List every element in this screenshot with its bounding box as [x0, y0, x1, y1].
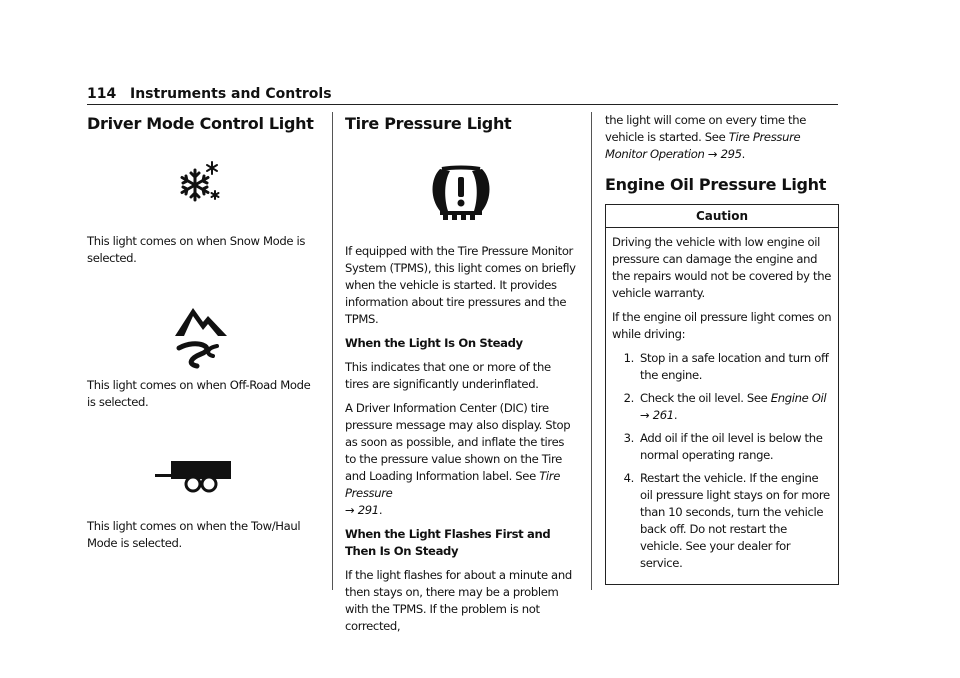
caution-step: 4. Restart the vehicle. If the engine oil pressure light stays on for more than 10 seconds, turn the vehicle back off. Do not restart the vehicle. See your dealer for service.: [623, 471, 830, 570]
steady-subheading: When the Light Is On Steady: [345, 336, 523, 350]
caution-paragraph: Driving the vehicle with low engine oil pressure can damage the engine and the repairs would not be covered by the vehicle warranty.: [612, 235, 832, 300]
off-road-mode-text: This light comes on when Off-Road Mode is selected.: [87, 378, 311, 409]
page-reference-icon: →: [707, 147, 718, 161]
flash-text: If the light flashes for about a minute and then stays on, there may be a problem with the TPMS. If the problem is not corrected,: [345, 568, 572, 633]
dic-text: A Driver Information Center (DIC) tire pressure message may also display. Stop as soon as possible, and inflate the tires to the pressure value shown on the Tire and Loading Information label. See Tire Pressure → 291.: [345, 401, 571, 517]
caution-step: 3. Add oil if the oil level is below the normal operating range.: [623, 431, 823, 462]
page-ref-291[interactable]: 291: [357, 503, 379, 517]
caution-step: 1. Stop in a safe location and turn off the engine.: [623, 351, 829, 382]
page-reference-icon: →: [345, 503, 355, 517]
section-title: Instruments and Controls: [130, 86, 332, 102]
caution-box: [605, 204, 839, 585]
page-number: 114: [87, 86, 117, 102]
engine-oil-heading: Engine Oil Pressure Light: [605, 175, 827, 194]
off-road-mountain-icon: [87, 274, 319, 369]
continued-text: the light will come on every time the vehicle is started. See Tire Pressure Monitor Operation → 295.: [605, 113, 807, 161]
caution-step: 2. Check the oil level. See Engine Oil → 261.: [623, 391, 827, 422]
tpms-operation-link[interactable]: Tire Pressure Monitor Operation: [605, 130, 801, 161]
tpms-intro-text: If equipped with the Tire Pressure Monitor System (TPMS), this light comes on briefly when the vehicle is started. It provides information about tire pressures and the TPMS.: [345, 244, 576, 326]
column-divider: [591, 112, 592, 590]
tire-pressure-heading: Tire Pressure Light: [345, 114, 512, 133]
steady-text: This indicates that one or more of the tires are significantly underinflated.: [345, 360, 551, 391]
driver-mode-heading: Driver Mode Control Light: [87, 114, 314, 133]
column-engine-oil: [605, 108, 839, 585]
page-header: [87, 84, 838, 105]
flash-subheading: When the Light Flashes First and Then Is On Steady: [345, 527, 551, 558]
column-driver-mode: [87, 108, 319, 559]
caution-paragraph: If the engine oil pressure light comes on while driving:: [612, 310, 832, 341]
tire-pressure-link[interactable]: Tire Pressure: [345, 469, 561, 500]
column-tire-pressure: [345, 108, 577, 642]
snow-mode-text: This light comes on when Snow Mode is selected.: [87, 234, 306, 265]
tow-haul-trailer-icon: [87, 418, 319, 510]
page-reference-icon: →: [640, 408, 650, 422]
engine-oil-link[interactable]: Engine Oil: [770, 391, 827, 405]
page-ref-295[interactable]: 295: [720, 147, 742, 161]
tow-haul-mode-text: This light comes on when the Tow/Haul Mode is selected.: [87, 519, 301, 550]
snowflake-icon: [87, 133, 319, 223]
page-ref-261[interactable]: 261: [652, 408, 674, 422]
column-divider: [332, 112, 333, 590]
caution-title: Caution: [606, 205, 838, 228]
tire-pressure-icon: [345, 133, 577, 233]
